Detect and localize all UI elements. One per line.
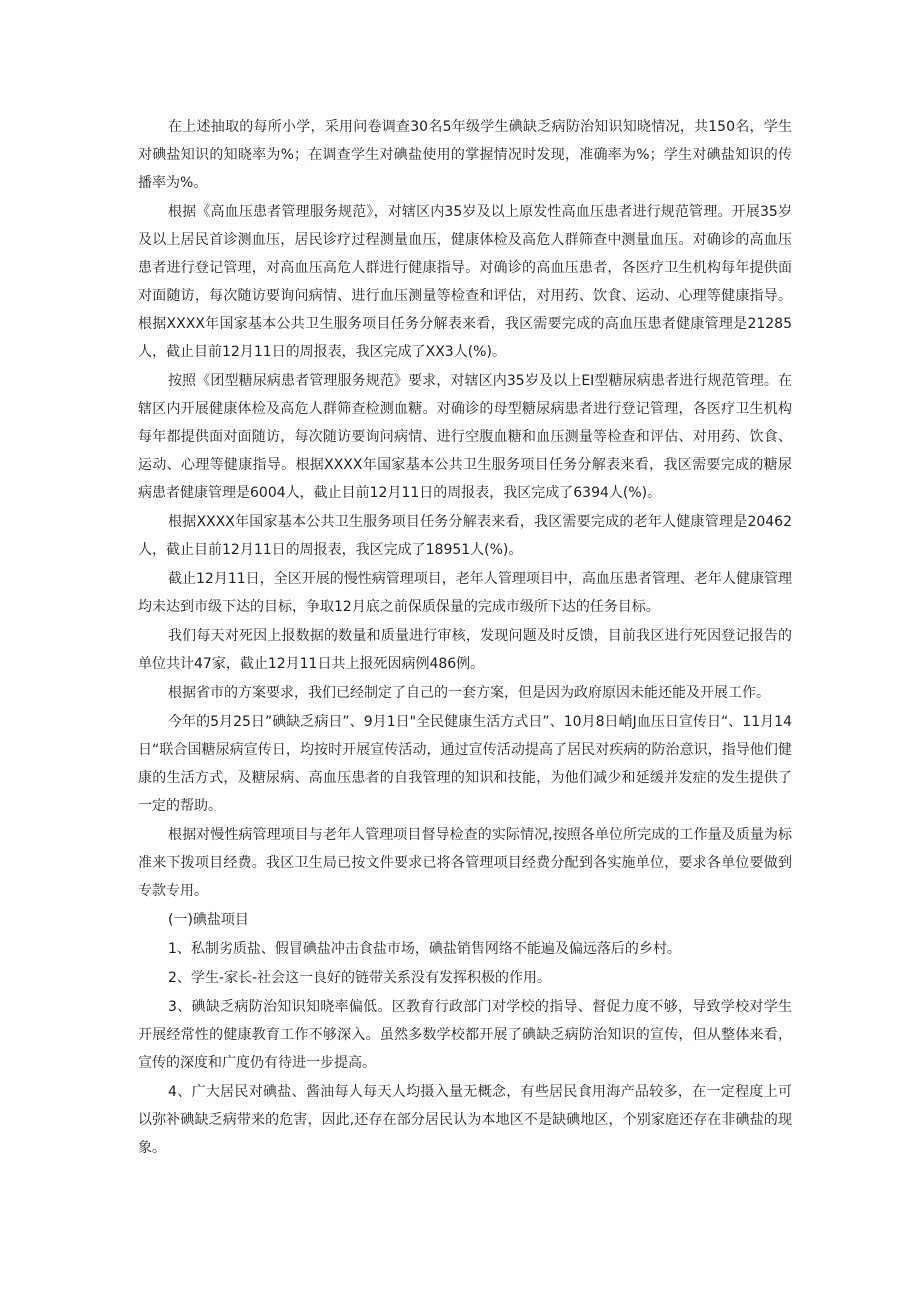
paragraph-hypertension-management: 根据《高血压患者管理服务规范》，对辖区内35岁及以上原发性高血压患者进行规范管理。开展35岁及以上居民首诊测血压，居民诊疗过程测量血压，健康体检及高危人群筛查中测量血压。对确诊的高血压患者进行登记管理，对高血压高危人群进行健康指导。对确诊的高血压患者，各医疗卫生机构每年提供面对面随访，每次随访要询问病情、进行血压测量等检查和评估，对用药、饮食、运动、心理等健康指导。根据XXXX年国家基本公共卫生服务项目任务分解表来看，我区需要完成的高血压患者健康管理是21285人，截止目前12月11日的周报表，我区完成了XX3人(%)。 [138,204,792,360]
list-item-2: 2、学生-家长-社会这一良好的链带关系没有发挥积极的作用。 [168,970,552,986]
list-item-3: 3、碘缺乏病防治知识知晓率偏低。区教育行政部门对学校的指导、督促力度不够，导致学校对学生开展经常性的健康教育工作不够深入。虽然多数学校都开展了碘缺乏病防治知识的宣传，但从整体来看，宣传的深度和广度仍有待进一步提高。 [138,999,792,1071]
list-item-1: 1、私制劣质盐、假冒碘盐冲击食盐市场，碘盐销售网络不能遍及偏远落后的乡村。 [168,941,681,957]
paragraph-publicity-days: 今年的5月25日”碘缺乏病日”、9月1日"全民健康生活方式日”、10月8日峭J血压日宣传日“、11月14日“联合国糖尿病宣传日，均按时开展宣传活动，通过宣传活动提高了居民对疾病的防治意识，指导他们健康的生活方式，及糖尿病、高血压患者的自我管理的知识和技能，为他们减少和延缓并发症的发生提供了一定的帮助。 [138,714,792,814]
paragraph-iodine-survey: 在上述抽取的每所小学，采用问卷调查30名5年级学生碘缺乏病防治知识知晓情况，共150名，学生对碘盐知识的知晓率为%；在调查学生对碘盐使用的掌握情况时发现，准确率为%；学生对碘盐知识的传播率为%。 [138,119,792,191]
paragraph-death-registration: 我们每天对死因上报数据的数量和质量进行审核，发现问题及时反馈，目前我区进行死因登记报告的单位共计47家，截止12月11日共上报死因病例486例。 [138,628,792,672]
section-heading-iodized-salt: (一)碘盐项目 [168,912,249,928]
paragraph-progress-summary: 截止12月11日，全区开展的慢性病管理项目，老年人管理项目中，高血压患者管理、老年人健康管理均未达到市级下达的目标，争取12月底之前保质保量的完成市级所下达的任务目标。 [138,571,792,615]
paragraph-elderly-management: 根据XXXX年国家基本公共卫生服务项目任务分解表来看，我区需要完成的老年人健康管理是20462人，截止目前12月11日的周报表，我区完成了18951人(%)。 [138,514,792,558]
paragraph-diabetes-management: 按照《团型糖尿病患者管理服务规范》要求，对辖区内35岁及以上EI型糖尿病患者进行规范管理。在辖区内开展健康体检及高危人群筛查检测血糖。对确诊的母型糖尿病患者进行登记管理，各医疗卫生机构每年都提供面对面随访，每次随访要询问病情、进行空腹血糖和血压测量等检查和评估、对用药、饮食、运动、心理等健康指导。根据XXXX年国家基本公共卫生服务项目任务分解表来看，我区需要完成的糖尿病患者健康管理是6004人，截止目前12月11日的周报表，我区完成了6394人(%)。 [138,373,792,501]
list-item-4: 4、广大居民对碘盐、酱油每人每天人均摄入量无概念，有些居民食用海产品较多，在一定程度上可以弥补碘缺乏病带来的危害，因此,还存在部分居民认为本地区不是缺碘地区，个别家庭还存在非碘盐的现象。 [138,1084,792,1156]
paragraph-provincial-plan: 根据省市的方案要求，我们已经制定了自己的一套方案，但是因为政府原因未能还能及开展工作。 [168,685,770,701]
paragraph-funding: 根据对慢性病管理项目与老年人管理项目督导检查的实际情况,按照各单位所完成的工作量及质量为标准来下拨项目经费。我区卫生局已按文件要求已将各管理项目经费分配到各实施单位，要求各单位要做到专款专用。 [138,827,792,899]
